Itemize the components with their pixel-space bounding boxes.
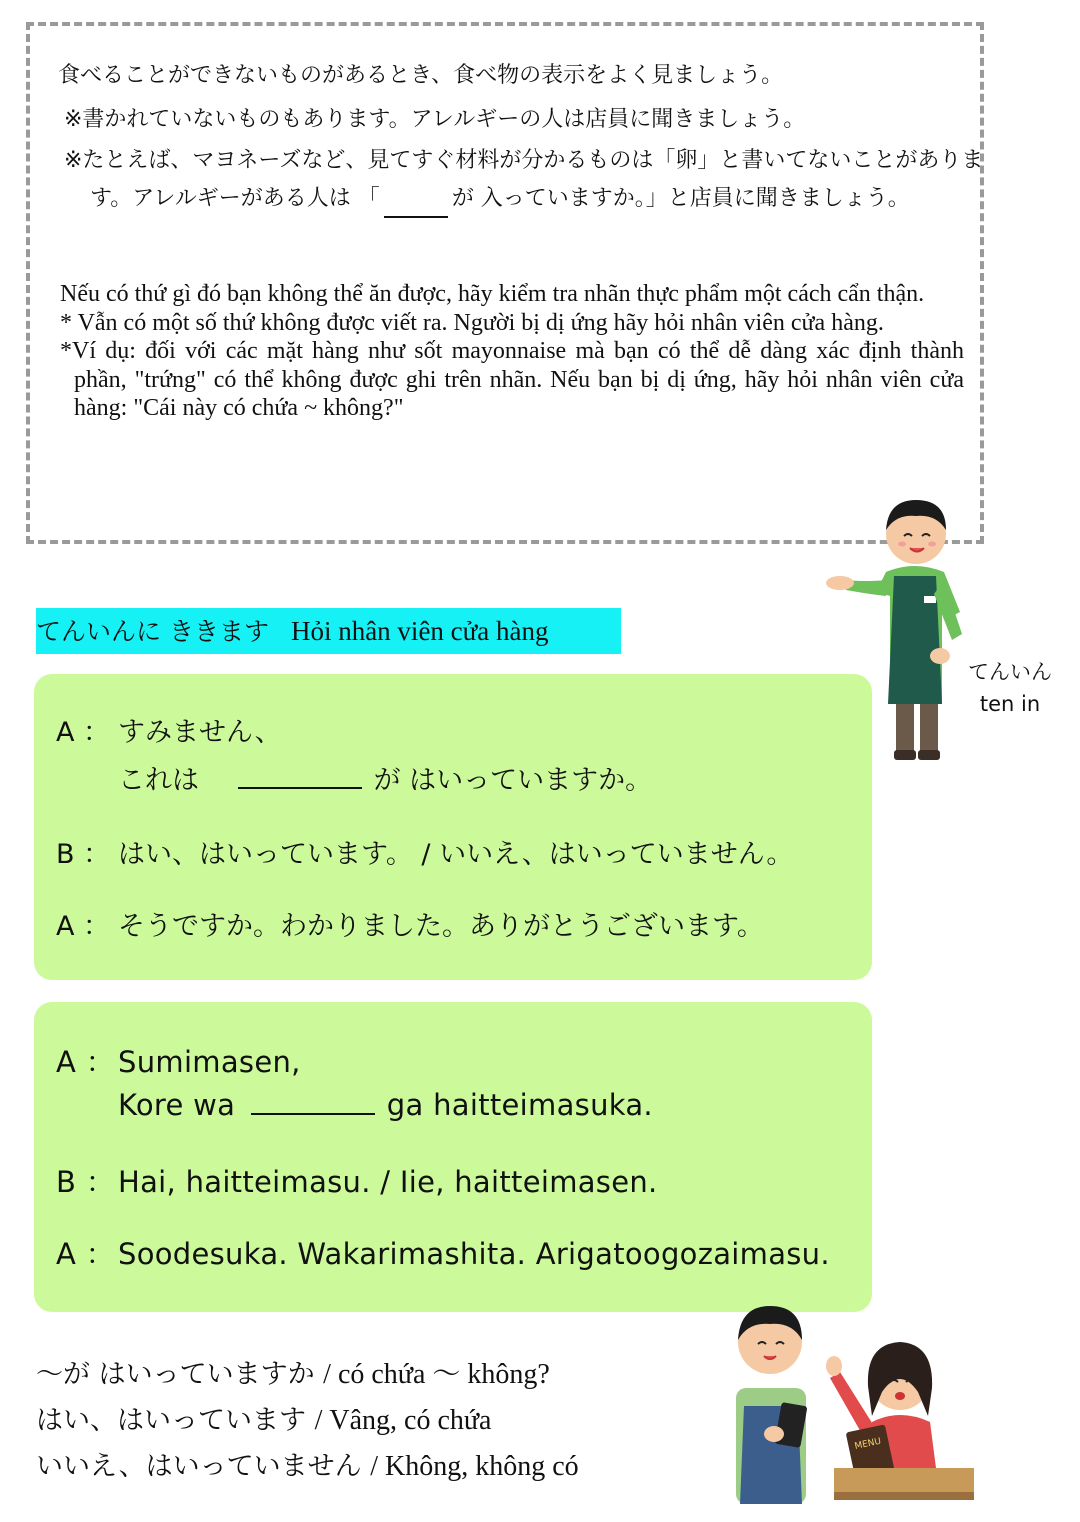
dialogue-text: Soodesuka. Wakarimashita. Arigatoogozaimasu. (118, 1237, 830, 1271)
clerk-label (968, 656, 1052, 720)
vocab-vi: / có chứa ～ không? (323, 1359, 550, 1390)
notice-vi-line2: * Vẫn có một số thứ không được viết ra. Người bị dị ứng hãy hỏi nhân viên cửa hàng. (60, 309, 884, 336)
dialogue-jp-line-a1 (56, 710, 282, 749)
clerk-label-romaji: ten in (979, 692, 1041, 716)
dialogue-romaji-line-a3 (56, 1232, 830, 1273)
dialogue-jp-line-a3 (56, 904, 764, 943)
vocab-line-1 (36, 1352, 550, 1392)
speaker-a: A ： (56, 717, 111, 748)
dialogue-jp-line-b (56, 832, 793, 871)
dialogue-text: Sumimasen, (118, 1045, 301, 1079)
notice-vi-line3: *Ví dụ: đối với các mặt hàng như sốt mayonnaise mà bạn có thể dễ dàng xác định thành phần, "trứng" có thể không được ghi trên nhãn. Nếu bạn bị dị ứng, hãy hỏi nhân viên cửa hàng: "Cái này có chứa ~ không?" (60, 338, 964, 421)
speaker-b: B ： (56, 1165, 116, 1199)
vocab-jp: ～が はいっていますか (36, 1359, 324, 1390)
notice-jp-line1: 食べることができないものがあるとき、食べ物の表示をよく見ましょう。 (58, 63, 784, 88)
notice-vietnamese (60, 280, 964, 423)
vocab-vi: / Không, không có (370, 1451, 579, 1482)
dialogue-text: すみません、 (118, 717, 282, 748)
notice-box (26, 22, 984, 544)
dialogue-text: これは (118, 765, 199, 796)
speaker-a: A ： (56, 911, 111, 942)
dialogue-text: Kore wa (118, 1088, 236, 1122)
fill-blank (238, 763, 362, 789)
section-title-vi: Hỏi nhân viên cửa hàng (290, 616, 549, 646)
section-title-jp: てんいんに ききます (36, 617, 269, 646)
notice-jp-line3-part-b: が 入っていますか。」と店員に聞きましょう。 (451, 186, 910, 211)
vocab-vi: / Vâng, có chứa (314, 1405, 492, 1436)
notice-jp-line3 (64, 142, 992, 218)
speaker-b: B ： (56, 839, 111, 870)
dialogue-box-romaji (34, 1002, 872, 1312)
dialogue-box-japanese (34, 674, 872, 980)
clerk-label-kana: てんいん (968, 660, 1052, 684)
dialogue-text: Hai, haitteimasu. / Iie, haitteimasen. (118, 1165, 658, 1199)
dialogue-text: が はいっていますか。 (373, 765, 653, 796)
notice-jp-line2: ※書かれていないものもあります。アレルギーの人は店員に聞きましょう。 (64, 107, 806, 132)
vocab-jp: はい、はいっています (36, 1405, 315, 1436)
dialogue-text: ga haitteimasuka. (386, 1088, 653, 1122)
restaurant-illustration (722, 1296, 978, 1510)
dialogue-jp-line-a2 (56, 758, 652, 797)
dialogue-romaji-line-a2 (56, 1088, 653, 1122)
menu-sign-text: MENU (853, 1436, 883, 1452)
dialogue-text: そうですか。わかりました。ありがとうございます。 (118, 911, 764, 942)
section-title (36, 608, 621, 654)
vocab-line-3 (36, 1444, 579, 1483)
vocab-line-2 (36, 1398, 491, 1437)
speaker-a: A ： (56, 1237, 115, 1271)
dialogue-text: はい、はいっています。 / いいえ、はいっていません。 (118, 839, 794, 870)
dialogue-romaji-line-b (56, 1160, 658, 1201)
notice-blank (384, 194, 448, 218)
fill-blank (251, 1089, 375, 1115)
notice-jp-line3-part-a: ※たとえば、マヨネーズなど、見てすぐ材料が分かるものは「卵」と書いてないことがあります。アレルギーがある人は 「 (64, 148, 984, 211)
notice-vi-line1: Nếu có thứ gì đó bạn không thể ăn được, hãy kiểm tra nhãn thực phẩm một cách cẩn thận. (60, 281, 925, 307)
dialogue-romaji-line-a1 (56, 1040, 301, 1081)
speaker-a: A ： (56, 1045, 115, 1079)
vocab-jp: いいえ、はいっていません (36, 1451, 371, 1482)
